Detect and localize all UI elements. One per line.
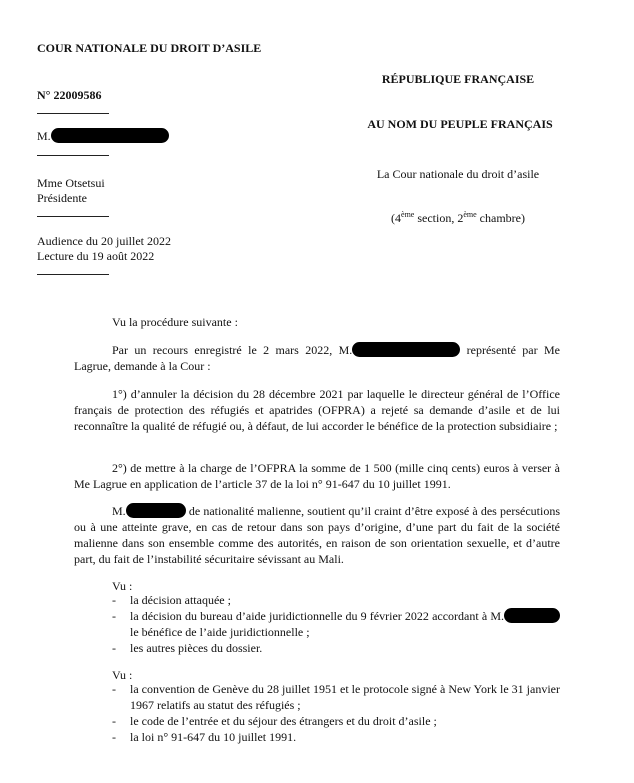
- reading-date: Lecture du 19 août 2022: [37, 249, 155, 263]
- party-prefix: M.: [37, 129, 51, 143]
- paragraph-recours: Par un recours enregistré le 2 mars 2022, M. représenté par Me Lagrue, demande à la Cour :: [74, 343, 561, 373]
- vu-list-1: [112, 592, 560, 656]
- separator: [37, 155, 109, 156]
- judge-name: Mme Otsetsui: [37, 176, 105, 190]
- court-line: La Cour nationale du droit d’asile: [376, 167, 540, 181]
- procedure-intro: Vu la procédure suivante :: [112, 315, 238, 329]
- redaction: [126, 503, 186, 518]
- redaction: [51, 128, 169, 143]
- list-item: - la décision attaquée ;: [112, 593, 231, 607]
- separator: [37, 113, 109, 114]
- vu-heading: Vu :: [112, 579, 133, 593]
- judge-role: Présidente: [37, 191, 87, 205]
- list-item: - la convention de Genève du 28 juillet 1951 et le protocole signé à New York le 31 janvier 1967 relatifs au statut des réfugiés ;: [112, 682, 560, 712]
- republic-heading: RÉPUBLIQUE FRANÇAISE: [381, 72, 535, 86]
- paragraph-request-2: 2°) de mettre à la charge de l’OFPRA la somme de 1 500 (mille cinq cents) euros à verser à Me Lagrue en application de l’article 37 de la loi n° 91-647 du 10 juillet 1991.: [74, 461, 560, 491]
- list-item: - le code de l’entrée et du séjour des étrangers et du droit d’asile ;: [112, 714, 437, 728]
- case-number: N° 22009586: [37, 88, 102, 102]
- list-item: - la loi n° 91-647 du 10 juillet 1991.: [112, 730, 297, 744]
- vu-heading: Vu :: [112, 668, 133, 682]
- separator: [37, 274, 109, 275]
- redaction: [504, 608, 560, 623]
- vu-list-2: [112, 681, 560, 745]
- list-item: - la décision du bureau d’aide juridictionnelle du 9 février 2022 accordant à M. le bénéfice de l’aide juridictionnelle ;: [112, 608, 560, 640]
- paragraph-claims: M. de nationalité malienne, soutient qu’il craint d’être exposé à des persécutions ou à une atteinte grave, en cas de retour dans son pays d’origine, d’une part du fait de la société malienne dans son ensemble comme des autorités, en raison de son orientation sexuelle, et d’autre part, du fait de l’instabilité sécuritaire sévissant au Mali.: [74, 504, 560, 566]
- hearing-date: Audience du 20 juillet 2022: [37, 234, 171, 248]
- paragraph-request-1: 1°) d’annuler la décision du 28 décembre 2021 par laquelle le directeur général de l’Office français de protection des réfugiés et apatrides (OFPRA) a rejeté sa demande d’asile et de lui reconnaître la qualité de réfugié ou, à défaut, de lui accorder le bénéfice de la protection subsidiaire ;: [74, 387, 560, 433]
- separator: [37, 216, 109, 217]
- redaction: [352, 342, 460, 357]
- section-chamber: (4ème section, 2ème chambre): [391, 210, 525, 225]
- court-name: COUR NATIONALE DU DROIT D’ASILE: [37, 41, 262, 55]
- party-name: [37, 128, 169, 144]
- list-item: - les autres pièces du dossier.: [112, 641, 263, 655]
- people-heading: AU NOM DU PEUPLE FRANÇAIS: [367, 117, 553, 131]
